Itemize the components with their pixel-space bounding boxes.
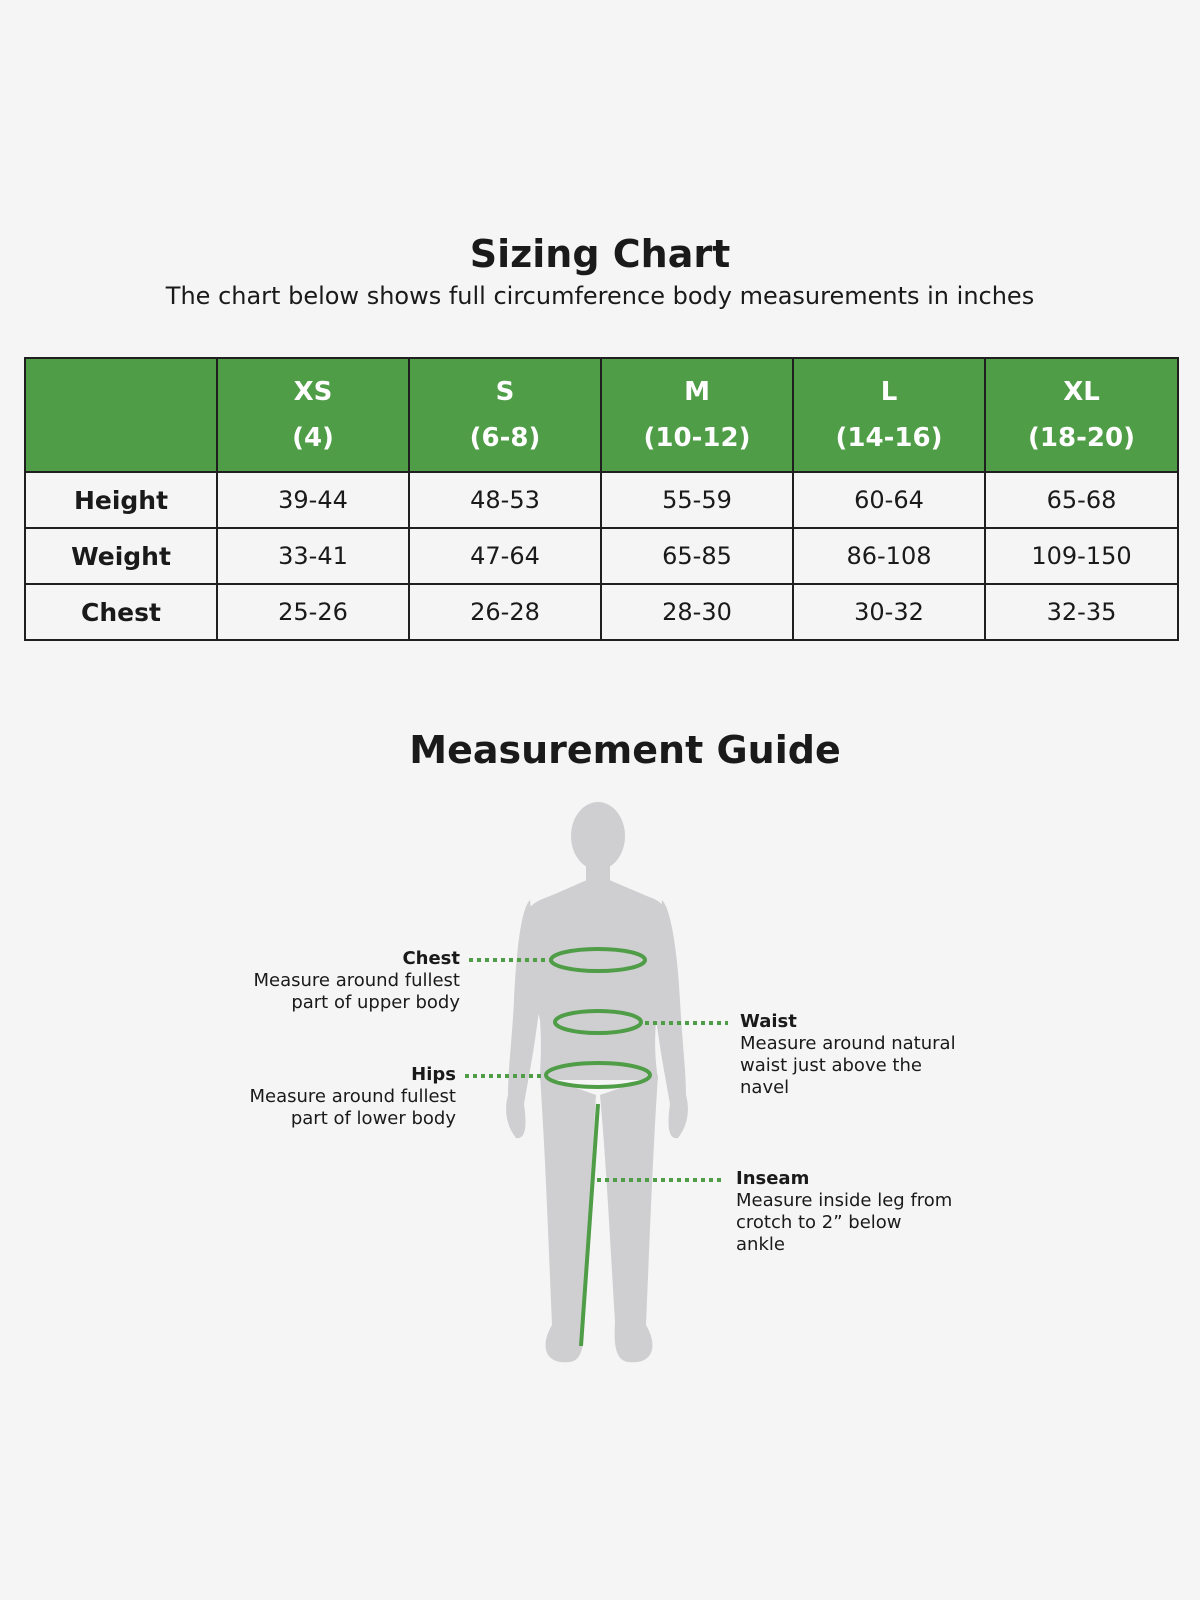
waist-callout-text: Measure around natural waist just above the navel — [740, 1033, 956, 1098]
table-cell: 86-108 — [793, 528, 985, 584]
inseam-callout-text: Measure inside leg from crotch to 2” below ankle — [736, 1190, 953, 1255]
table-cell: 25-26 — [217, 584, 409, 640]
chest-callout — [240, 948, 460, 1014]
table-cell: 60-64 — [793, 472, 985, 528]
column-header-l — [793, 358, 985, 472]
chest-callout-text: Measure around fullest part of upper body — [253, 970, 460, 1013]
size-range: (4) — [292, 423, 334, 453]
table-row — [25, 584, 1178, 640]
size-range: (18-20) — [1028, 423, 1135, 453]
table-cell: 47-64 — [409, 528, 601, 584]
table-header-row — [25, 358, 1178, 472]
waist-callout-title: Waist — [740, 1011, 797, 1032]
size-label: XS — [293, 377, 333, 407]
chest-ring-icon — [551, 949, 645, 971]
table-cell: 65-85 — [601, 528, 793, 584]
table-cell: 30-32 — [793, 584, 985, 640]
column-header-xl — [985, 358, 1178, 472]
hips-callout-text: Measure around fullest part of lower body — [249, 1086, 456, 1129]
table-cell: 32-35 — [985, 584, 1178, 640]
leader-lines — [465, 960, 728, 1180]
table-cell: 33-41 — [217, 528, 409, 584]
inseam-callout — [736, 1168, 956, 1256]
table-cell: 109-150 — [985, 528, 1178, 584]
table-cell: 28-30 — [601, 584, 793, 640]
row-label-chest: Chest — [25, 584, 217, 640]
sizing-table — [24, 357, 1179, 641]
table-row — [25, 528, 1178, 584]
hips-ring-icon — [546, 1063, 650, 1087]
column-header-m — [601, 358, 793, 472]
size-label: S — [495, 377, 515, 407]
page-title: Sizing Chart — [469, 232, 731, 276]
size-range: (6-8) — [469, 423, 541, 453]
guide-title: Measurement Guide — [409, 728, 841, 772]
row-label-height: Height — [25, 472, 217, 528]
column-header-xs — [217, 358, 409, 472]
size-label: XL — [1063, 377, 1100, 407]
body-silhouette-icon — [506, 802, 688, 1362]
table-cell: 26-28 — [409, 584, 601, 640]
inseam-line-icon — [581, 1104, 598, 1346]
row-label-weight: Weight — [25, 528, 217, 584]
inseam-callout-title: Inseam — [736, 1168, 810, 1189]
size-label: L — [880, 377, 898, 407]
size-range: (14-16) — [835, 423, 943, 453]
table-corner-cell — [25, 358, 217, 472]
chest-callout-title: Chest — [402, 948, 460, 969]
column-header-s — [409, 358, 601, 472]
table-cell: 65-68 — [985, 472, 1178, 528]
waist-callout — [740, 1011, 970, 1099]
page-subtitle: The chart below shows full circumference body measurements in inches — [165, 282, 1035, 310]
table-cell: 39-44 — [217, 472, 409, 528]
waist-ring-icon — [555, 1011, 641, 1033]
hips-callout-title: Hips — [411, 1064, 456, 1085]
table-cell: 48-53 — [409, 472, 601, 528]
table-row — [25, 472, 1178, 528]
size-range: (10-12) — [643, 423, 751, 453]
hips-callout — [240, 1064, 456, 1130]
table-cell: 55-59 — [601, 472, 793, 528]
size-label: M — [684, 377, 710, 407]
measurement-rings — [546, 949, 650, 1346]
